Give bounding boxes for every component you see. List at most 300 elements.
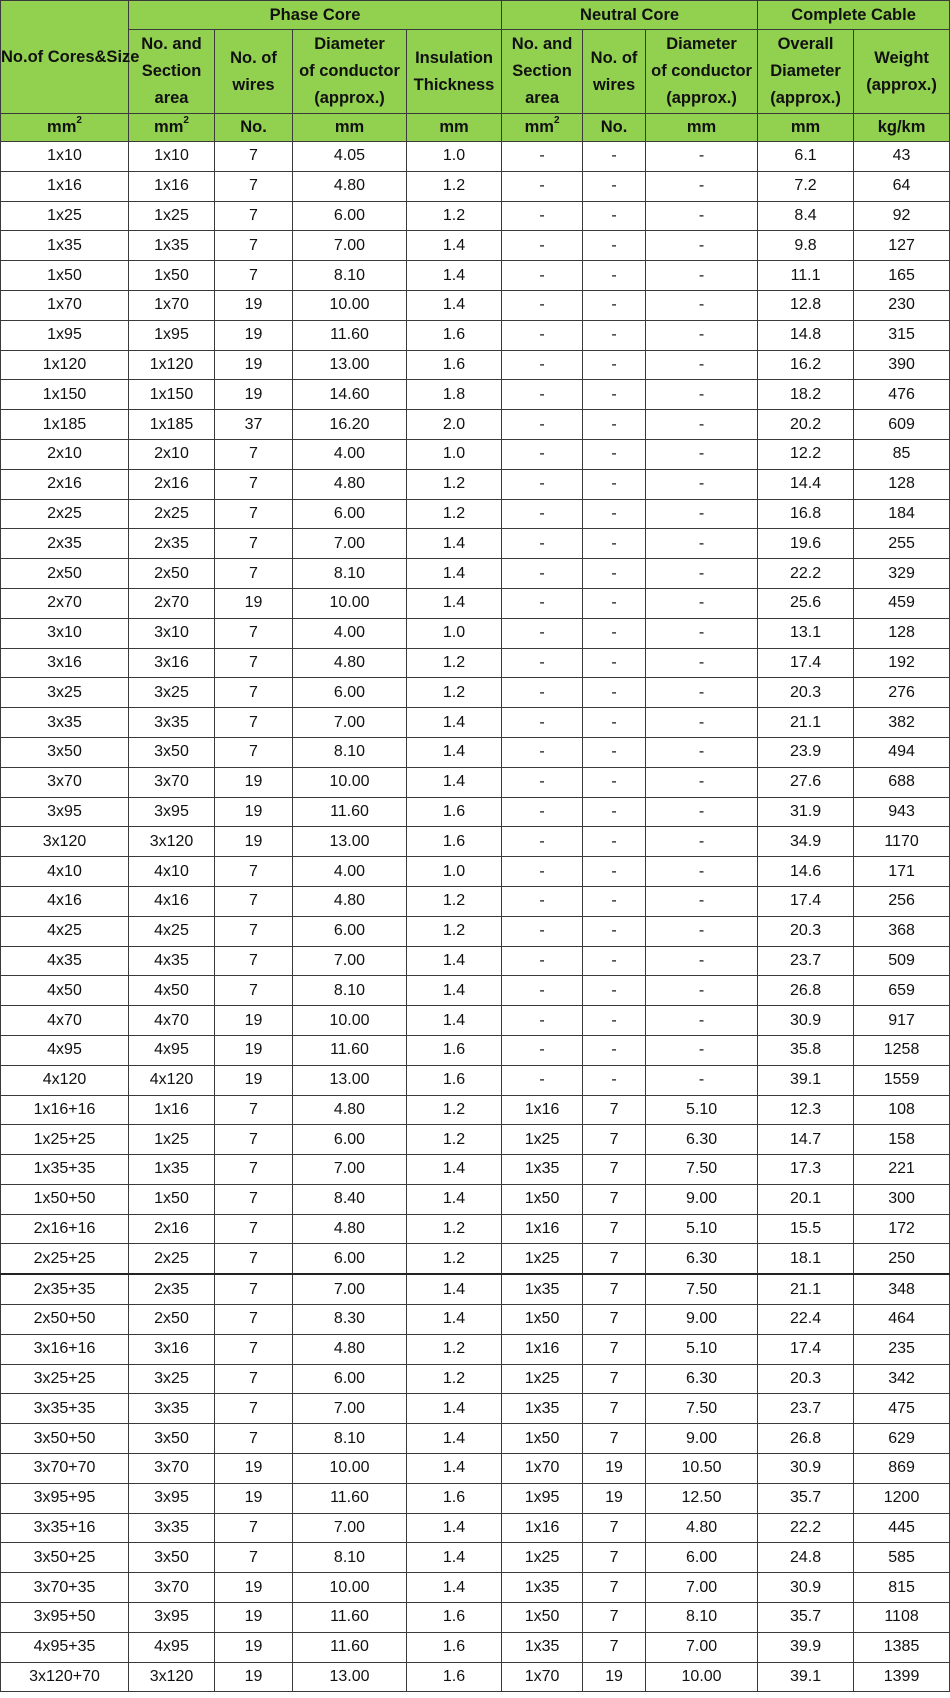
- table-cell: 7: [215, 1305, 293, 1335]
- table-cell: 16.20: [293, 410, 407, 440]
- table-cell: 1.6: [407, 1483, 502, 1513]
- table-cell: 19: [583, 1454, 646, 1484]
- table-cell: 445: [854, 1513, 950, 1543]
- table-cell: 4x10: [1, 857, 129, 887]
- table-cell: 21.1: [758, 708, 854, 738]
- table-cell: 1.2: [407, 1364, 502, 1394]
- table-cell: 2x25: [129, 1244, 215, 1274]
- table-cell: 30.9: [758, 1006, 854, 1036]
- table-cell: 14.6: [758, 857, 854, 887]
- table-cell: 1x16: [502, 1334, 583, 1364]
- table-cell: 8.10: [293, 261, 407, 291]
- table-cell: 39.1: [758, 1662, 854, 1692]
- table-row: [1, 559, 950, 589]
- table-cell: 9.00: [646, 1184, 758, 1214]
- table-cell: 9.00: [646, 1424, 758, 1454]
- table-cell: 1108: [854, 1603, 950, 1633]
- table-cell: 1.6: [407, 1035, 502, 1065]
- table-cell: 2x25+25: [1, 1244, 129, 1274]
- table-cell: -: [502, 737, 583, 767]
- table-cell: -: [646, 201, 758, 231]
- table-cell: -: [646, 380, 758, 410]
- table-row: [1, 1513, 950, 1543]
- table-cell: 4x10: [129, 857, 215, 887]
- table-cell: 6.00: [293, 1364, 407, 1394]
- table-cell: 4x120: [129, 1065, 215, 1095]
- table-cell: -: [502, 171, 583, 201]
- table-cell: 1559: [854, 1065, 950, 1095]
- table-cell: 1x35: [502, 1573, 583, 1603]
- table-cell: 2.0: [407, 410, 502, 440]
- table-cell: 6.00: [293, 678, 407, 708]
- header-column-4: [502, 30, 583, 114]
- table-row: [1, 618, 950, 648]
- table-cell: 1.4: [407, 261, 502, 291]
- table-cell: 6.00: [293, 499, 407, 529]
- table-row: [1, 261, 950, 291]
- table-cell: 3x120: [1, 827, 129, 857]
- table-cell: 14.8: [758, 320, 854, 350]
- table-cell: 2x25: [129, 499, 215, 529]
- header-unit-cell: [502, 114, 583, 142]
- header-column-line: of conductor: [651, 62, 752, 80]
- header-group-row: [1, 1, 950, 30]
- table-cell: -: [502, 916, 583, 946]
- table-cell: 7: [215, 1125, 293, 1155]
- table-cell: 7: [215, 1155, 293, 1185]
- table-cell: 1x120: [1, 350, 129, 380]
- table-cell: 25.6: [758, 588, 854, 618]
- table-cell: 7.00: [293, 946, 407, 976]
- table-cell: 3x95: [129, 1483, 215, 1513]
- table-cell: 19: [215, 320, 293, 350]
- table-cell: -: [583, 350, 646, 380]
- table-cell: -: [583, 678, 646, 708]
- table-cell: 6.00: [293, 916, 407, 946]
- table-cell: 165: [854, 261, 950, 291]
- table-cell: -: [583, 797, 646, 827]
- table-cell: 3x16+16: [1, 1334, 129, 1364]
- unit-text: mm: [47, 118, 77, 136]
- table-cell: 1.4: [407, 708, 502, 738]
- table-cell: 1.4: [407, 231, 502, 261]
- table-cell: 2x35: [1, 529, 129, 559]
- table-cell: -: [583, 648, 646, 678]
- table-cell: 3x70: [129, 1573, 215, 1603]
- table-cell: 3x50: [129, 1424, 215, 1454]
- table-cell: 368: [854, 916, 950, 946]
- table-cell: 3x35: [129, 1513, 215, 1543]
- table-cell: 3x16: [129, 1334, 215, 1364]
- table-cell: 1x25: [1, 201, 129, 231]
- table-cell: 1x35: [129, 1155, 215, 1185]
- table-cell: 7: [215, 857, 293, 887]
- table-cell: 7.00: [293, 1274, 407, 1304]
- table-cell: 4x35: [1, 946, 129, 976]
- table-cell: 7: [215, 737, 293, 767]
- table-cell: 1x35: [502, 1274, 583, 1304]
- table-cell: -: [502, 499, 583, 529]
- table-cell: 7: [215, 439, 293, 469]
- table-cell: 11.60: [293, 1632, 407, 1662]
- table-cell: -: [502, 946, 583, 976]
- table-cell: 917: [854, 1006, 950, 1036]
- table-cell: 192: [854, 648, 950, 678]
- table-cell: 1.6: [407, 797, 502, 827]
- table-cell: 6.00: [293, 1244, 407, 1274]
- table-cell: -: [646, 588, 758, 618]
- table-cell: 475: [854, 1394, 950, 1424]
- header-column-line: No. of: [230, 48, 277, 67]
- table-cell: 37: [215, 410, 293, 440]
- table-cell: 23.9: [758, 737, 854, 767]
- table-cell: -: [502, 469, 583, 499]
- header-column-5: [583, 30, 646, 114]
- table-cell: -: [502, 797, 583, 827]
- table-cell: 1x35: [1, 231, 129, 261]
- header-column-line: area: [525, 89, 560, 107]
- unit-text: mm: [439, 118, 469, 136]
- table-row: [1, 1095, 950, 1125]
- table-cell: 4x95: [1, 1035, 129, 1065]
- table-cell: 15.5: [758, 1214, 854, 1244]
- table-cell: 3x95+95: [1, 1483, 129, 1513]
- header-cores-size: [1, 1, 140, 114]
- table-cell: 7: [215, 1184, 293, 1214]
- table-cell: 1x50: [1, 261, 129, 291]
- table-row: [1, 1035, 950, 1065]
- table-row: [1, 1155, 950, 1185]
- table-cell: 8.30: [293, 1305, 407, 1335]
- table-cell: 4x95: [129, 1632, 215, 1662]
- table-cell: 172: [854, 1214, 950, 1244]
- table-cell: 1.2: [407, 469, 502, 499]
- table-cell: -: [646, 529, 758, 559]
- header-column-line: No. of: [590, 48, 638, 67]
- table-cell: 10.00: [293, 767, 407, 797]
- table-cell: -: [646, 320, 758, 350]
- table-cell: 1x16: [129, 1095, 215, 1125]
- table-cell: 7: [215, 708, 293, 738]
- table-cell: -: [583, 618, 646, 648]
- table-row: [1, 886, 950, 916]
- table-cell: 1.4: [407, 1513, 502, 1543]
- header-column-line: Diameter: [314, 35, 385, 53]
- table-cell: 255: [854, 529, 950, 559]
- table-row: [1, 648, 950, 678]
- table-cell: -: [502, 529, 583, 559]
- table-cell: -: [646, 737, 758, 767]
- table-cell: 11.60: [293, 1035, 407, 1065]
- table-cell: 64: [854, 171, 950, 201]
- table-cell: 1x50: [502, 1305, 583, 1335]
- table-cell: 7: [215, 678, 293, 708]
- table-cell: 20.3: [758, 916, 854, 946]
- table-cell: 1x25: [502, 1244, 583, 1274]
- table-cell: 22.2: [758, 1513, 854, 1543]
- table-cell: 1x25: [129, 1125, 215, 1155]
- table-cell: 19: [215, 1483, 293, 1513]
- table-cell: -: [583, 559, 646, 589]
- table-cell: 7: [583, 1274, 646, 1304]
- table-cell: -: [583, 231, 646, 261]
- table-cell: 13.00: [293, 1662, 407, 1692]
- table-cell: 10.50: [646, 1454, 758, 1484]
- table-cell: 1.4: [407, 1424, 502, 1454]
- table-row: [1, 1125, 950, 1155]
- table-cell: 35.7: [758, 1483, 854, 1513]
- table-cell: 12.3: [758, 1095, 854, 1125]
- table-cell: 85: [854, 439, 950, 469]
- table-cell: 1x70: [502, 1454, 583, 1484]
- table-cell: 10.00: [293, 1006, 407, 1036]
- table-cell: 11.60: [293, 797, 407, 827]
- table-cell: 7: [583, 1125, 646, 1155]
- table-cell: 4.80: [293, 469, 407, 499]
- table-cell: 476: [854, 380, 950, 410]
- table-cell: 629: [854, 1424, 950, 1454]
- table-row: [1, 171, 950, 201]
- unit-superscript: 2: [553, 115, 560, 126]
- table-cell: 1.4: [407, 1155, 502, 1185]
- header-group-neutral-core: Neutral Core: [502, 1, 758, 30]
- table-cell: 3x25+25: [1, 1364, 129, 1394]
- unit-superscript: 2: [76, 115, 82, 126]
- table-cell: 3x70+35: [1, 1573, 129, 1603]
- table-cell: 1.2: [407, 1125, 502, 1155]
- table-cell: 4.80: [293, 648, 407, 678]
- table-cell: 6.30: [646, 1125, 758, 1155]
- table-cell: 2x35+35: [1, 1274, 129, 1304]
- unit-text: mm: [524, 118, 554, 136]
- table-row: [1, 1364, 950, 1394]
- table-cell: 8.10: [293, 737, 407, 767]
- table-cell: 7: [215, 559, 293, 589]
- table-cell: 26.8: [758, 976, 854, 1006]
- table-cell: -: [646, 350, 758, 380]
- table-cell: -: [583, 708, 646, 738]
- table-cell: 1399: [854, 1662, 950, 1692]
- table-cell: 12.2: [758, 439, 854, 469]
- table-cell: 1x35+35: [1, 1155, 129, 1185]
- table-cell: 3x120+70: [1, 1662, 129, 1692]
- table-cell: 7: [583, 1095, 646, 1125]
- table-cell: 1x10: [1, 142, 129, 172]
- table-cell: 3x120: [129, 1662, 215, 1692]
- table-cell: 3x25: [129, 1364, 215, 1394]
- table-cell: 7: [215, 648, 293, 678]
- table-cell: 1x16: [129, 171, 215, 201]
- table-cell: 5.10: [646, 1095, 758, 1125]
- header-column-line: Thickness: [413, 75, 495, 94]
- table-cell: 14.7: [758, 1125, 854, 1155]
- table-cell: 7: [583, 1364, 646, 1394]
- table-cell: 7: [215, 1274, 293, 1304]
- table-cell: 609: [854, 410, 950, 440]
- table-cell: -: [583, 767, 646, 797]
- table-row: [1, 201, 950, 231]
- table-cell: 2x16: [129, 469, 215, 499]
- table-cell: 3x50+25: [1, 1543, 129, 1573]
- table-cell: 1x35: [502, 1632, 583, 1662]
- table-cell: 3x70: [129, 767, 215, 797]
- table-cell: -: [502, 142, 583, 172]
- header-column-line: Overall: [777, 35, 834, 53]
- table-cell: 19: [215, 1035, 293, 1065]
- table-row: [1, 1483, 950, 1513]
- header-unit-cell: [646, 114, 758, 142]
- table-cell: 7: [583, 1394, 646, 1424]
- table-cell: -: [583, 946, 646, 976]
- table-cell: 342: [854, 1364, 950, 1394]
- table-cell: 7: [583, 1424, 646, 1454]
- table-row: [1, 1184, 950, 1214]
- table-cell: -: [583, 439, 646, 469]
- table-cell: 12.50: [646, 1483, 758, 1513]
- table-cell: 1.0: [407, 857, 502, 887]
- table-cell: 7.00: [293, 231, 407, 261]
- table-cell: 7: [583, 1513, 646, 1543]
- table-row: [1, 976, 950, 1006]
- table-cell: 3x50: [1, 737, 129, 767]
- table-cell: -: [583, 410, 646, 440]
- table-cell: 3x120: [129, 827, 215, 857]
- table-cell: 1.2: [407, 171, 502, 201]
- table-cell: 7: [215, 1214, 293, 1244]
- table-cell: 20.2: [758, 410, 854, 440]
- table-cell: 18.1: [758, 1244, 854, 1274]
- table-cell: 35.8: [758, 1035, 854, 1065]
- table-cell: 14.4: [758, 469, 854, 499]
- table-cell: 1.6: [407, 1662, 502, 1692]
- table-cell: 1.4: [407, 1543, 502, 1573]
- table-row: [1, 1305, 950, 1335]
- table-cell: 7: [215, 499, 293, 529]
- table-cell: 1.6: [407, 1632, 502, 1662]
- table-cell: 26.8: [758, 1424, 854, 1454]
- table-cell: 1200: [854, 1483, 950, 1513]
- table-cell: 21.1: [758, 1274, 854, 1304]
- table-cell: 3x70: [1, 767, 129, 797]
- table-cell: 256: [854, 886, 950, 916]
- table-cell: 2x16+16: [1, 1214, 129, 1244]
- table-cell: 19: [215, 1662, 293, 1692]
- header-group-phase-core: Phase Core: [129, 1, 502, 30]
- table-cell: 10.00: [293, 1573, 407, 1603]
- table-cell: 3x70: [129, 1454, 215, 1484]
- table-cell: 1.4: [407, 588, 502, 618]
- table-cell: 7: [215, 261, 293, 291]
- table-cell: 1x25: [502, 1364, 583, 1394]
- table-cell: 3x50+50: [1, 1424, 129, 1454]
- table-cell: 4x35: [129, 946, 215, 976]
- header-unit-cell: [758, 114, 854, 142]
- table-cell: -: [646, 946, 758, 976]
- table-cell: -: [646, 916, 758, 946]
- table-cell: -: [502, 201, 583, 231]
- table-cell: 4.00: [293, 857, 407, 887]
- table-cell: -: [646, 678, 758, 708]
- header-unit-cell: [407, 114, 502, 142]
- table-cell: 171: [854, 857, 950, 887]
- table-cell: -: [502, 886, 583, 916]
- table-cell: -: [502, 618, 583, 648]
- table-cell: 7: [215, 201, 293, 231]
- table-cell: 4.80: [293, 1334, 407, 1364]
- table-cell: -: [502, 827, 583, 857]
- table-cell: 1x10: [129, 142, 215, 172]
- table-row: [1, 1006, 950, 1036]
- table-cell: 5.10: [646, 1334, 758, 1364]
- table-row: [1, 797, 950, 827]
- table-cell: 1x16+16: [1, 1095, 129, 1125]
- table-cell: 7: [215, 618, 293, 648]
- header-column-line: wires: [232, 75, 275, 94]
- table-cell: 2x10: [1, 439, 129, 469]
- table-cell: -: [502, 767, 583, 797]
- table-cell: 2x16: [1, 469, 129, 499]
- table-cell: 3x35+16: [1, 1513, 129, 1543]
- unit-text: mm: [790, 118, 821, 136]
- table-cell: 19: [215, 767, 293, 797]
- table-cell: -: [583, 171, 646, 201]
- table-cell: -: [646, 559, 758, 589]
- table-cell: 1x70: [502, 1662, 583, 1692]
- table-cell: -: [646, 290, 758, 320]
- table-cell: 16.8: [758, 499, 854, 529]
- table-cell: 11.1: [758, 261, 854, 291]
- table-cell: 13.00: [293, 350, 407, 380]
- table-cell: 3x16: [1, 648, 129, 678]
- table-cell: 7: [215, 1364, 293, 1394]
- table-cell: -: [646, 261, 758, 291]
- table-cell: 1x16: [1, 171, 129, 201]
- table-row: [1, 529, 950, 559]
- table-cell: 6.00: [293, 201, 407, 231]
- table-cell: 19: [215, 827, 293, 857]
- table-cell: 7.00: [293, 529, 407, 559]
- table-row: [1, 1394, 950, 1424]
- table-cell: 1.2: [407, 499, 502, 529]
- table-cell: 3x95: [129, 1603, 215, 1633]
- table-cell: -: [502, 976, 583, 1006]
- table-cell: 1x50: [502, 1424, 583, 1454]
- table-row: [1, 1244, 950, 1274]
- table-cell: 2x10: [129, 439, 215, 469]
- table-cell: 459: [854, 588, 950, 618]
- table-cell: 9.00: [646, 1305, 758, 1335]
- table-cell: 1x25: [502, 1125, 583, 1155]
- table-cell: 7: [583, 1334, 646, 1364]
- table-cell: 1x35: [502, 1394, 583, 1424]
- table-cell: 7: [215, 171, 293, 201]
- header-column-8: [854, 30, 950, 114]
- table-cell: 7: [215, 1244, 293, 1274]
- header-column-line: (approx.): [770, 89, 841, 107]
- header-label-row: [1, 30, 950, 114]
- header-unit-cell: [129, 114, 215, 142]
- table-cell: 1.4: [407, 1184, 502, 1214]
- table-cell: 1.8: [407, 380, 502, 410]
- table-cell: 7: [583, 1632, 646, 1662]
- table-cell: 1.6: [407, 350, 502, 380]
- table-cell: 128: [854, 469, 950, 499]
- table-cell: 5.10: [646, 1214, 758, 1244]
- table-cell: -: [646, 708, 758, 738]
- table-cell: 127: [854, 231, 950, 261]
- table-cell: 659: [854, 976, 950, 1006]
- table-cell: 1.4: [407, 946, 502, 976]
